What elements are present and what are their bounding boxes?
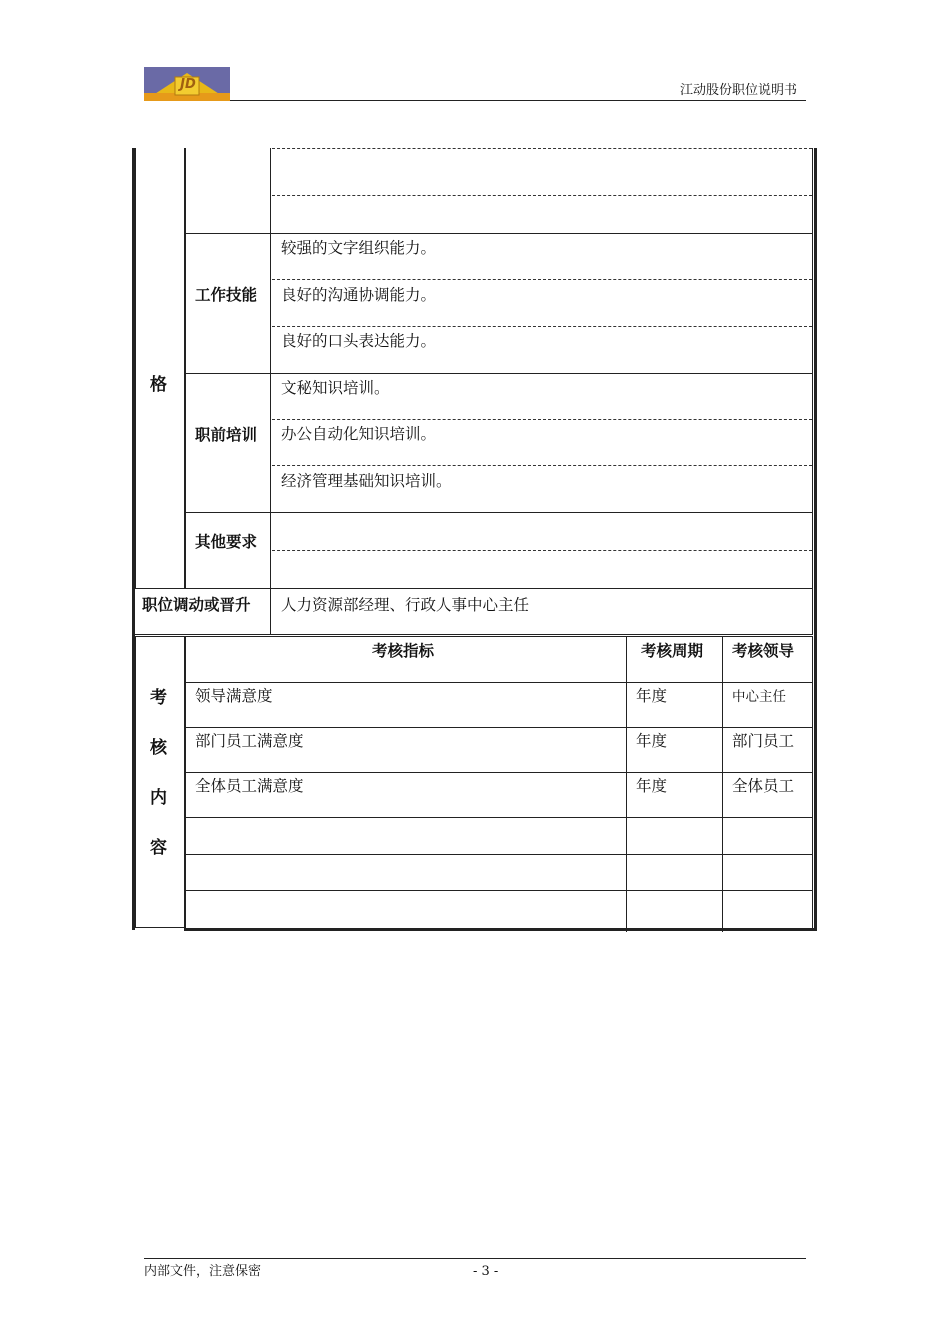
table-cell: 中心主任 xyxy=(732,689,786,705)
doc-title: 江动股份职位说明书 xyxy=(680,83,798,98)
header-leader: 考核领导 xyxy=(732,642,795,660)
training-item: 文秘知识培训。 xyxy=(281,379,390,397)
header-period: 考核周期 xyxy=(641,642,704,660)
table-cell: 年度 xyxy=(636,687,668,705)
table-right-border xyxy=(814,148,817,930)
assessment-section-char: 核 xyxy=(150,738,167,758)
work-skill-item: 较强的文字组织能力。 xyxy=(281,239,437,257)
table-cell: 部门员工满意度 xyxy=(195,732,304,750)
table-cell: 全体员工满意度 xyxy=(195,777,304,795)
table-cell: 部门员工 xyxy=(732,732,795,750)
work-skills-label: 工作技能 xyxy=(195,286,258,304)
transfer-label: 职位调动或晋升 xyxy=(142,596,251,614)
table-cell: 领导满意度 xyxy=(195,687,273,705)
logo-text: JD xyxy=(180,77,196,92)
company-logo xyxy=(144,67,230,101)
page-number: - 3 - xyxy=(473,1264,499,1279)
footer-rule xyxy=(144,1258,806,1259)
qualification-section-label: 格 xyxy=(150,375,167,395)
assessment-section-char: 容 xyxy=(150,838,167,858)
work-skill-item: 良好的沟通协调能力。 xyxy=(281,286,437,304)
transfer-value: 人力资源部经理、行政人事中心主任 xyxy=(281,596,530,614)
header-indicator: 考核指标 xyxy=(372,642,435,660)
other-requirements-label: 其他要求 xyxy=(195,533,258,551)
training-item: 经济管理基础知识培训。 xyxy=(281,472,452,490)
table-cell: 年度 xyxy=(636,777,668,795)
training-item: 办公自动化知识培训。 xyxy=(281,425,437,443)
table-cell: 年度 xyxy=(636,732,668,750)
assessment-section-char: 内 xyxy=(150,788,167,808)
header-rule xyxy=(230,100,806,101)
footer-confidential: 内部文件，注意保密 xyxy=(144,1264,262,1279)
assessment-section-char: 考 xyxy=(150,688,167,708)
pre-job-training-label: 职前培训 xyxy=(195,426,258,444)
table-cell: 全体员工 xyxy=(732,777,795,795)
work-skill-item: 良好的口头表达能力。 xyxy=(281,332,437,350)
